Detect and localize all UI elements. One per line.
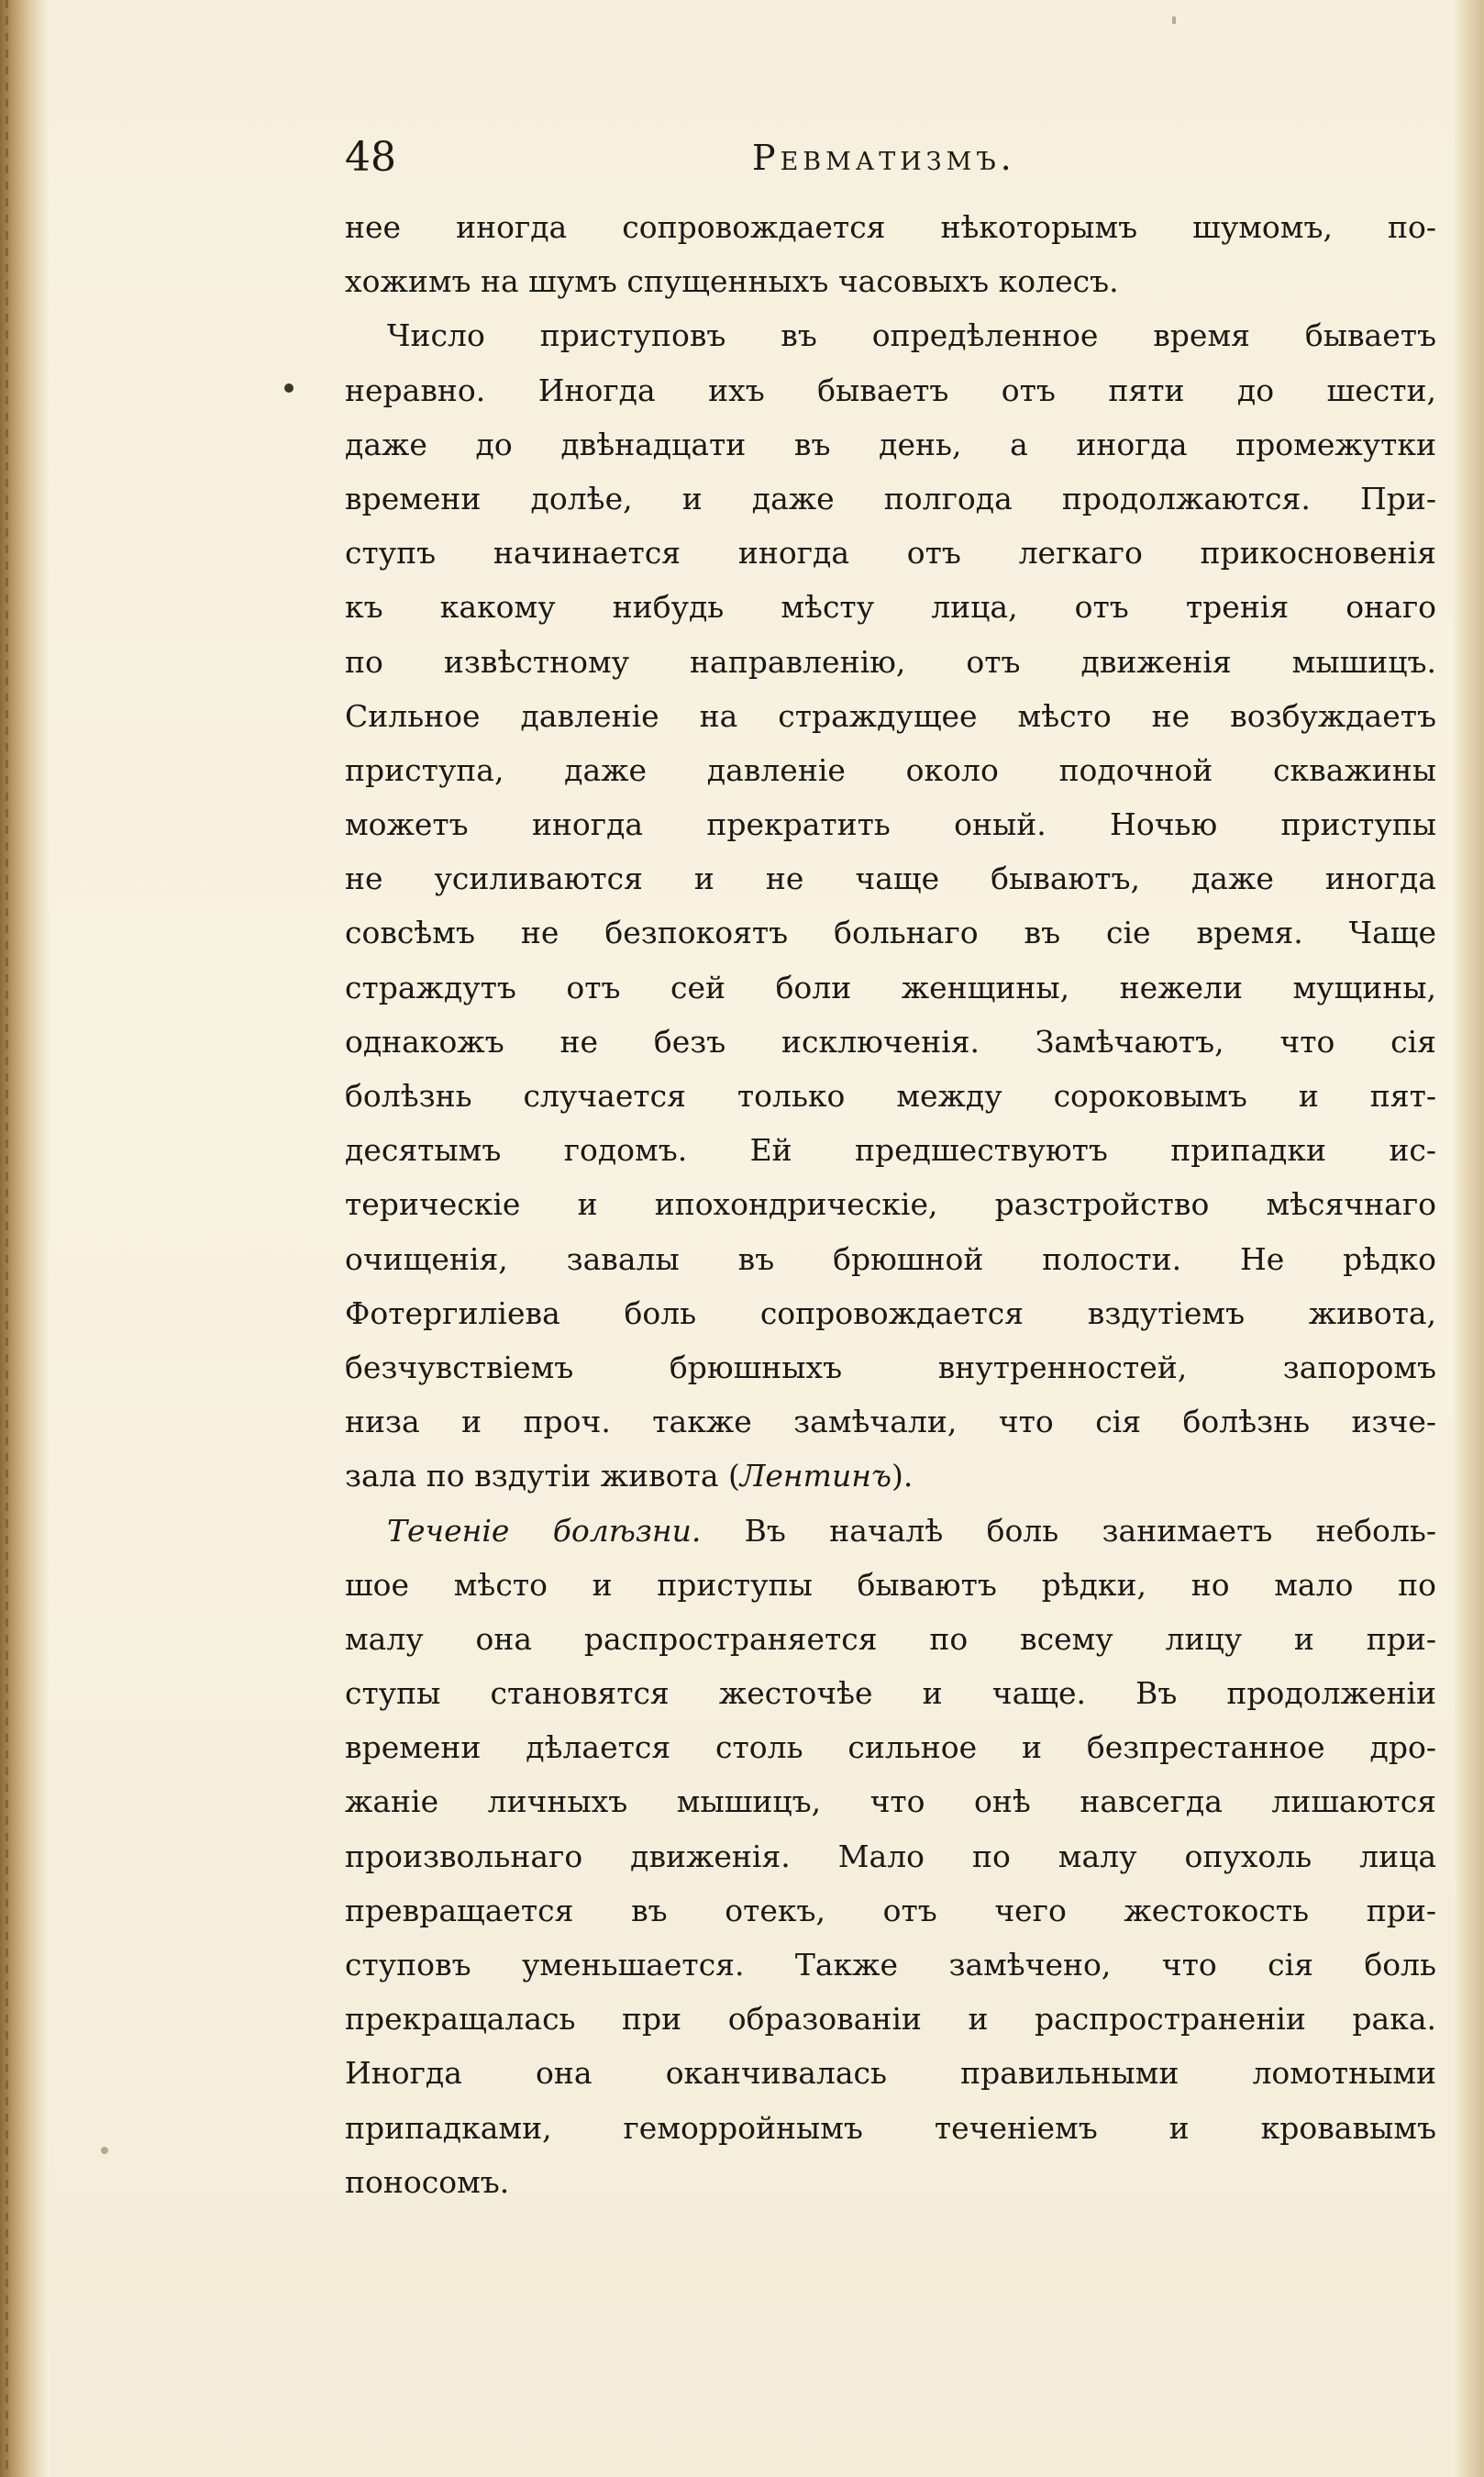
text-line: по извѣстному направленію, отъ движенія мышицъ. bbox=[345, 643, 1436, 680]
text-line-with-citation bbox=[345, 1449, 1436, 1503]
text-line: очищенія, завалы въ брюшной полости. Не рѣдко bbox=[345, 1240, 1436, 1277]
text-line: безчувствіемъ брюшныхъ внутренностей, запоромъ bbox=[345, 1349, 1436, 1385]
citation-before: зала по вздутіи живота ( bbox=[345, 1458, 740, 1494]
text-line: времени долѣе, и даже полгода продолжаются. При- bbox=[345, 480, 1436, 517]
text-line: совсѣмъ не безпокоятъ больнаго въ сіе время. Чаще bbox=[345, 915, 1436, 951]
text-line: Число приступовъ въ опредѣленное время бываетъ bbox=[387, 317, 1436, 354]
page-number: 48 bbox=[345, 134, 396, 181]
text-line: превращается въ отекъ, отъ чего жестокость при- bbox=[345, 1892, 1436, 1928]
section-heading-line bbox=[345, 1504, 1436, 1558]
section-heading: Теченіе болѣзни. bbox=[387, 1512, 702, 1549]
text-line: ступовъ уменьшается. Также замѣчено, что сія боль bbox=[345, 1947, 1436, 1983]
text-line: малу она распространяется по всему лицу и при- bbox=[345, 1620, 1436, 1657]
text-line: припадками, геморройнымъ теченіемъ и кровавымъ bbox=[345, 2109, 1436, 2146]
text-line: шое мѣсто и приступы бываютъ рѣдки, но мало по bbox=[345, 1566, 1436, 1603]
text-line: даже до двѣнадцати въ день, а иногда промежутки bbox=[345, 426, 1436, 462]
text-line: Иногда она оканчивалась правильными ломотными bbox=[345, 2055, 1436, 2092]
text-line: прекращалась при образованіи и распространеніи рака. bbox=[345, 2001, 1436, 2038]
text-line: страждутъ отъ сей боли женщины, нежели мущины, bbox=[345, 969, 1436, 1005]
text-line: Сильное давленіе на страждущее мѣсто не возбуждаетъ bbox=[345, 697, 1436, 734]
text-line: не усиливаются и не чаще бываютъ, даже иногда bbox=[345, 861, 1436, 897]
text-line: нее иногда сопровождается нѣкоторымъ шумомъ, по- bbox=[345, 209, 1436, 245]
text-line: приступа, даже давленіе около подочной скважины bbox=[345, 751, 1436, 788]
body-text bbox=[345, 200, 1436, 2209]
text-line: къ какому нибудь мѣсту лица, отъ тренія онаго bbox=[345, 589, 1436, 626]
paper-speck bbox=[101, 2147, 108, 2154]
text-line: десятымъ годомъ. Ей предшествуютъ припадки ис- bbox=[345, 1132, 1436, 1169]
text-line: можетъ иногда прекратить оный. Ночью приступы bbox=[345, 806, 1436, 843]
running-title: Ревматизмъ. bbox=[752, 138, 1016, 178]
text-line: однакожъ не безъ исключенія. Замѣчаютъ, что сія bbox=[345, 1023, 1436, 1060]
text-line: хожимъ на шумъ спущенныхъ часовыхъ колесъ. bbox=[345, 263, 1119, 300]
book-binding-edge bbox=[0, 0, 50, 2477]
text-line: низа и проч. также замѣчали, что сія болѣзнь изче- bbox=[345, 1404, 1436, 1440]
margin-dot-mark bbox=[284, 383, 293, 393]
text-line: ступы становятся жесточѣе и чаще. Въ продолженіи bbox=[345, 1675, 1436, 1712]
text-line: болѣзнь случается только между сороковымъ и пят- bbox=[345, 1078, 1436, 1114]
text-line: Фотергиліева боль сопровождается вздутіемъ живота, bbox=[345, 1294, 1436, 1331]
citation-author: Лентинъ bbox=[739, 1458, 892, 1494]
text-line: произвольнаго движенія. Мало по малу опухоль лица bbox=[345, 1838, 1436, 1874]
section-heading-continuation: Въ началѣ боль занимаетъ неболь- bbox=[701, 1512, 1436, 1549]
text-line: неравно. Иногда ихъ бываетъ отъ пяти до шести, bbox=[345, 372, 1436, 408]
text-line: терическіе и ипохондрическіе, разстройство мѣсячнаго bbox=[345, 1186, 1436, 1223]
citation-after: ). bbox=[891, 1458, 914, 1494]
paper-speck bbox=[1172, 17, 1176, 24]
text-line: жаніе личныхъ мышицъ, что онѣ навсегда лишаются bbox=[345, 1783, 1436, 1820]
text-line: ступъ начинается иногда отъ легкаго прикосновенія bbox=[345, 535, 1436, 572]
page-header bbox=[345, 128, 1444, 193]
page-right-edge bbox=[1453, 0, 1484, 2477]
text-line: времени дѣлается столь сильное и безпрестанное дро- bbox=[345, 1729, 1436, 1766]
text-line: поносомъ. bbox=[345, 2163, 510, 2200]
